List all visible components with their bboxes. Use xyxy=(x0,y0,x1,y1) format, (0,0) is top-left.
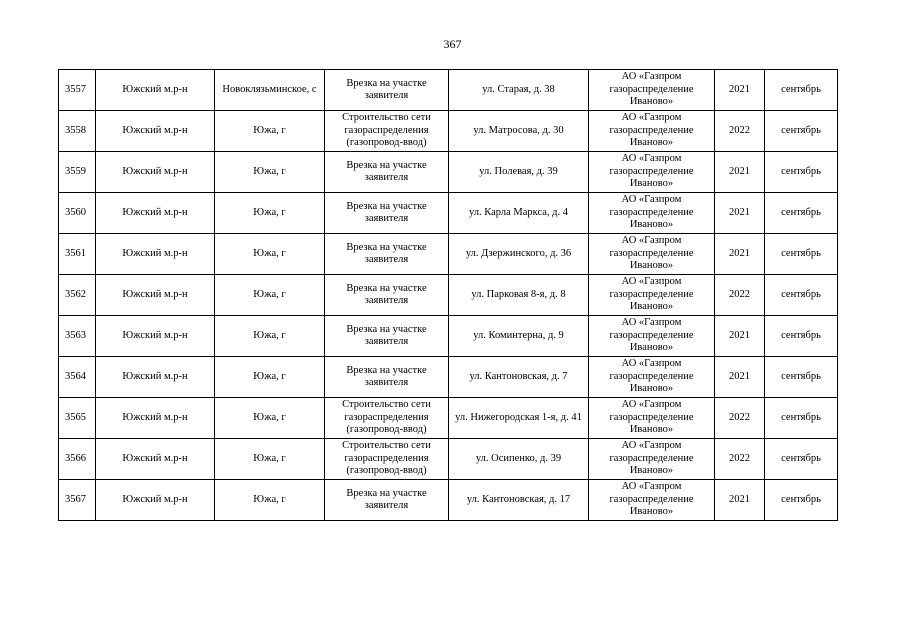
district-cell: Южский м.р-н xyxy=(96,111,215,152)
year-cell: 2021 xyxy=(715,480,765,521)
work-type-cell: Врезка на участке заявителя xyxy=(325,357,449,398)
year-cell: 2022 xyxy=(715,111,765,152)
month-cell: сентябрь xyxy=(765,193,838,234)
locality-cell: Южа, г xyxy=(215,480,325,521)
locality-cell: Южа, г xyxy=(215,193,325,234)
district-cell: Южский м.р-н xyxy=(96,70,215,111)
address-cell: ул. Кантоновская, д. 17 xyxy=(449,480,589,521)
locality-cell: Новоклязьминское, с xyxy=(215,70,325,111)
district-cell: Южский м.р-н xyxy=(96,439,215,480)
address-cell: ул. Нижегородская 1-я, д. 41 xyxy=(449,398,589,439)
address-cell: ул. Полевая, д. 39 xyxy=(449,152,589,193)
address-cell: ул. Старая, д. 38 xyxy=(449,70,589,111)
district-cell: Южский м.р-н xyxy=(96,398,215,439)
work-type-cell: Строительство сети газораспределения (газопровод-ввод) xyxy=(325,398,449,439)
year-cell: 2021 xyxy=(715,357,765,398)
locality-cell: Южа, г xyxy=(215,316,325,357)
district-cell: Южский м.р-н xyxy=(96,480,215,521)
organization-cell: АО «Газпром газораспределение Иваново» xyxy=(589,234,715,275)
month-cell: сентябрь xyxy=(765,152,838,193)
row-number-cell: 3560 xyxy=(59,193,96,234)
table-row xyxy=(59,439,838,480)
month-cell: сентябрь xyxy=(765,398,838,439)
district-cell: Южский м.р-н xyxy=(96,357,215,398)
row-number-cell: 3561 xyxy=(59,234,96,275)
month-cell: сентябрь xyxy=(765,234,838,275)
year-cell: 2022 xyxy=(715,398,765,439)
address-cell: ул. Осипенко, д. 39 xyxy=(449,439,589,480)
month-cell: сентябрь xyxy=(765,316,838,357)
district-cell: Южский м.р-н xyxy=(96,152,215,193)
organization-cell: АО «Газпром газораспределение Иваново» xyxy=(589,152,715,193)
work-type-cell: Врезка на участке заявителя xyxy=(325,480,449,521)
month-cell: сентябрь xyxy=(765,70,838,111)
year-cell: 2021 xyxy=(715,193,765,234)
locality-cell: Южа, г xyxy=(215,439,325,480)
organization-cell: АО «Газпром газораспределение Иваново» xyxy=(589,111,715,152)
work-type-cell: Врезка на участке заявителя xyxy=(325,275,449,316)
year-cell: 2021 xyxy=(715,316,765,357)
organization-cell: АО «Газпром газораспределение Иваново» xyxy=(589,439,715,480)
address-cell: ул. Дзержинского, д. 36 xyxy=(449,234,589,275)
row-number-cell: 3557 xyxy=(59,70,96,111)
row-number-cell: 3565 xyxy=(59,398,96,439)
locality-cell: Южа, г xyxy=(215,111,325,152)
address-cell: ул. Парковая 8-я, д. 8 xyxy=(449,275,589,316)
registry-table xyxy=(58,69,838,521)
table-row xyxy=(59,193,838,234)
table-row xyxy=(59,234,838,275)
work-type-cell: Врезка на участке заявителя xyxy=(325,193,449,234)
row-number-cell: 3562 xyxy=(59,275,96,316)
organization-cell: АО «Газпром газораспределение Иваново» xyxy=(589,357,715,398)
row-number-cell: 3566 xyxy=(59,439,96,480)
address-cell: ул. Матросова, д. 30 xyxy=(449,111,589,152)
address-cell: ул. Кантоновская, д. 7 xyxy=(449,357,589,398)
work-type-cell: Врезка на участке заявителя xyxy=(325,316,449,357)
row-number-cell: 3559 xyxy=(59,152,96,193)
table-row xyxy=(59,70,838,111)
table-row xyxy=(59,275,838,316)
work-type-cell: Строительство сети газораспределения (газопровод-ввод) xyxy=(325,439,449,480)
row-number-cell: 3564 xyxy=(59,357,96,398)
locality-cell: Южа, г xyxy=(215,275,325,316)
month-cell: сентябрь xyxy=(765,439,838,480)
row-number-cell: 3558 xyxy=(59,111,96,152)
table-row xyxy=(59,316,838,357)
work-type-cell: Врезка на участке заявителя xyxy=(325,152,449,193)
locality-cell: Южа, г xyxy=(215,234,325,275)
page-number: 367 xyxy=(443,37,462,51)
address-cell: ул. Коминтерна, д. 9 xyxy=(449,316,589,357)
locality-cell: Южа, г xyxy=(215,357,325,398)
row-number-cell: 3567 xyxy=(59,480,96,521)
year-cell: 2021 xyxy=(715,152,765,193)
organization-cell: АО «Газпром газораспределение Иваново» xyxy=(589,480,715,521)
registry-table-body xyxy=(59,70,838,521)
table-row xyxy=(59,111,838,152)
year-cell: 2021 xyxy=(715,234,765,275)
table-row xyxy=(59,398,838,439)
district-cell: Южский м.р-н xyxy=(96,234,215,275)
work-type-cell: Врезка на участке заявителя xyxy=(325,234,449,275)
month-cell: сентябрь xyxy=(765,111,838,152)
year-cell: 2022 xyxy=(715,439,765,480)
month-cell: сентябрь xyxy=(765,275,838,316)
table-row xyxy=(59,152,838,193)
row-number-cell: 3563 xyxy=(59,316,96,357)
work-type-cell: Врезка на участке заявителя xyxy=(325,70,449,111)
year-cell: 2022 xyxy=(715,275,765,316)
organization-cell: АО «Газпром газораспределение Иваново» xyxy=(589,275,715,316)
organization-cell: АО «Газпром газораспределение Иваново» xyxy=(589,70,715,111)
locality-cell: Южа, г xyxy=(215,398,325,439)
table-row xyxy=(59,480,838,521)
locality-cell: Южа, г xyxy=(215,152,325,193)
organization-cell: АО «Газпром газораспределение Иваново» xyxy=(589,316,715,357)
month-cell: сентябрь xyxy=(765,480,838,521)
table-row xyxy=(59,357,838,398)
district-cell: Южский м.р-н xyxy=(96,193,215,234)
year-cell: 2021 xyxy=(715,70,765,111)
work-type-cell: Строительство сети газораспределения (газопровод-ввод) xyxy=(325,111,449,152)
month-cell: сентябрь xyxy=(765,357,838,398)
district-cell: Южский м.р-н xyxy=(96,275,215,316)
address-cell: ул. Карла Маркса, д. 4 xyxy=(449,193,589,234)
organization-cell: АО «Газпром газораспределение Иваново» xyxy=(589,398,715,439)
district-cell: Южский м.р-н xyxy=(96,316,215,357)
organization-cell: АО «Газпром газораспределение Иваново» xyxy=(589,193,715,234)
